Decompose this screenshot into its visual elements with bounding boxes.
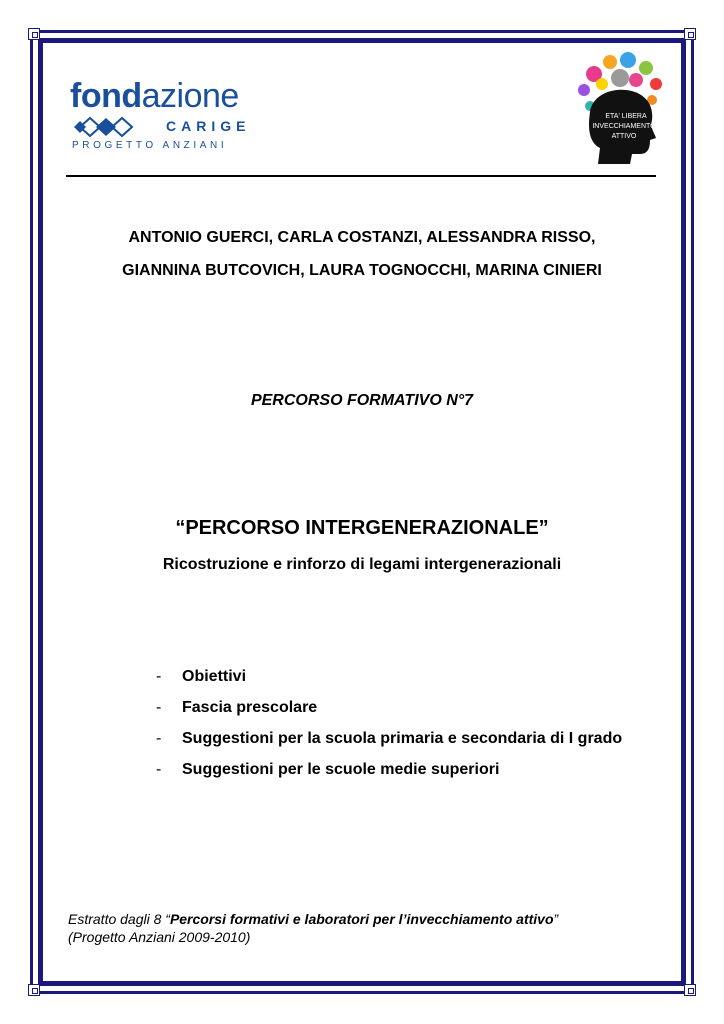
footer-suffix: ” xyxy=(553,911,559,927)
document-subtitle: Ricostruzione e rinforzo di legami intergenerazionali xyxy=(162,556,562,573)
list-item xyxy=(156,698,622,729)
logo-word-rest: azione xyxy=(141,77,239,115)
footer-book-title: Percorsi formativi e laboratori per l’invecchiamento attivo xyxy=(169,911,554,927)
logo-carige: CARIGE xyxy=(166,118,251,134)
corner-ornament-top-left xyxy=(28,28,40,40)
contents-list xyxy=(156,667,622,791)
active-aging-head-logo xyxy=(570,50,668,166)
footer-line-2: (Progetto Anziani 2009-2010) xyxy=(68,929,251,945)
list-item-text: Fascia prescolare xyxy=(182,699,318,716)
footer-note xyxy=(68,910,668,946)
list-item xyxy=(156,667,622,698)
page-border-inner xyxy=(38,38,686,986)
corner-ornament-bottom-right xyxy=(684,984,696,996)
logo-tagline: PROGETTO ANZIANI xyxy=(72,140,228,151)
logo-word-bold: fond xyxy=(70,77,142,115)
list-item-text: Suggestioni per la scuola primaria e secondaria di I grado xyxy=(182,730,623,747)
fondazione-carige-logo xyxy=(70,78,270,158)
list-dash: - xyxy=(156,761,162,778)
list-dash: - xyxy=(156,668,162,685)
document-title: “PERCORSO INTERGENERAZIONALE” xyxy=(175,517,549,539)
list-item-text: Suggestioni per le scuole medie superiori xyxy=(182,761,500,778)
head-logo-line1: ETA' LIBERA xyxy=(605,113,647,120)
head-logo-line3: ATTIVO xyxy=(611,133,637,140)
authors-line-1: ANTONIO GUERCI, CARLA COSTANZI, ALESSANDRA RISSO, xyxy=(128,229,596,246)
diamonds-icon xyxy=(72,116,142,138)
footer-prefix: Estratto dagli 8 “ xyxy=(68,911,170,927)
logo-wordmark xyxy=(70,78,239,114)
list-dash: - xyxy=(156,730,162,747)
list-item xyxy=(156,729,622,760)
course-number: PERCORSO FORMATIVO N°7 xyxy=(250,392,474,409)
corner-ornament-top-right xyxy=(684,28,696,40)
list-item xyxy=(156,760,622,791)
list-item-text: Obiettivi xyxy=(182,668,247,685)
authors-line-2: GIANNINA BUTCOVICH, LAURA TOGNOCCHI, MARINA CINIERI xyxy=(122,262,602,279)
list-dash: - xyxy=(156,699,162,716)
corner-ornament-bottom-left xyxy=(28,984,40,996)
footer-line-1 xyxy=(68,910,668,928)
header-divider xyxy=(66,175,656,177)
head-logo-line2: INVECCHIAMENTO xyxy=(592,123,656,130)
